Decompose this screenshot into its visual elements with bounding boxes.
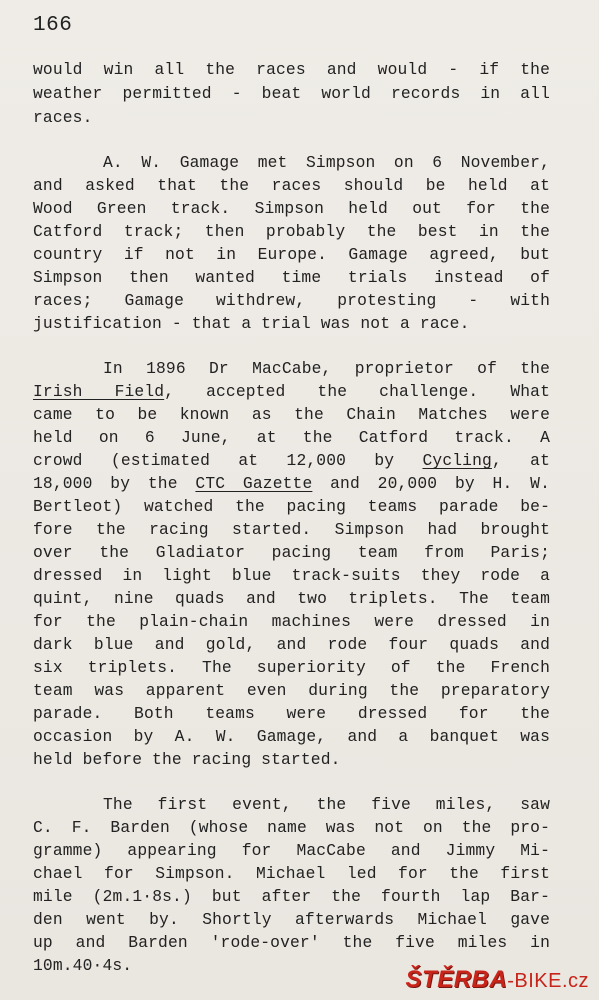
text-line: up and Barden 'rode-over' the five miles in [33, 933, 550, 952]
text-line: In 1896 Dr MacCabe, proprietor of the [103, 359, 550, 378]
text-line: mile (2m.1·8s.) but after the fourth lap Bar- [33, 887, 550, 906]
text-line: six triplets. The superiority of the French [33, 658, 550, 677]
page-number: 166 [33, 14, 73, 37]
text-line: justification - that a trial was not a race. [33, 314, 470, 333]
watermark-logo [406, 966, 589, 994]
text-line: team was apparent even during the preparatory [33, 681, 550, 700]
text-line: quint, nine quads and two triplets. The team [33, 589, 550, 608]
text-line: crowd (estimated at 12,000 by Cycling, at [33, 451, 550, 470]
publication-title: Cycling [422, 451, 492, 470]
text-line: races. [33, 108, 93, 127]
text-line: 18,000 by the CTC Gazette and 20,000 by H. W. [33, 474, 550, 493]
text-line: weather permitted - beat world records in all [33, 84, 550, 103]
text-line: gramme) appearing for MacCabe and Jimmy Mi- [33, 841, 550, 860]
text-line: fore the racing started. Simpson had brought [33, 520, 550, 539]
text-line: Irish Field, accepted the challenge. What [33, 382, 550, 401]
text-line: held before the racing started. [33, 750, 341, 769]
text-line: Catford track; then probably the best in the [33, 222, 550, 241]
text-line: Bertleot) watched the pacing teams parade be- [33, 497, 550, 516]
text-line: for the plain-chain machines were dressed in [33, 612, 550, 631]
text-line: and asked that the races should be held at [33, 176, 550, 195]
text-line: dressed in light blue track-suits they rode a [33, 566, 550, 585]
text-line: chael for Simpson. Michael led for the first [33, 864, 550, 883]
text-line: would win all the races and would - if the [33, 60, 550, 79]
text-line: parade. Both teams were dressed for the [33, 704, 550, 723]
text-line: A. W. Gamage met Simpson on 6 November, [103, 153, 550, 172]
text-line: over the Gladiator pacing team from Paris; [33, 543, 550, 562]
text-line: 10m.40·4s. [33, 956, 133, 975]
text-line: held on 6 June, at the Catford track. A [33, 428, 550, 447]
text-line: dark blue and gold, and rode four quads and [33, 635, 550, 654]
watermark-suffix: -BIKE.cz [507, 970, 589, 992]
text-line: The first event, the five miles, saw [103, 795, 550, 814]
text-line: races; Gamage withdrew, protesting - with [33, 291, 550, 310]
publication-title: Irish Field [33, 382, 165, 401]
text-line: Simpson then wanted time trials instead of [33, 268, 550, 287]
text-line: occasion by A. W. Gamage, and a banquet was [33, 727, 550, 746]
watermark-brand: ŠTĚRBA [405, 966, 508, 993]
text-line: Wood Green track. Simpson held out for the [33, 199, 550, 218]
text-line: den went by. Shortly afterwards Michael gave [33, 910, 550, 929]
text-line: country if not in Europe. Gamage agreed, but [33, 245, 550, 264]
text-line: C. F. Barden (whose name was not on the pro- [33, 818, 550, 837]
text-line: came to be known as the Chain Matches were [33, 405, 550, 424]
publication-title: CTC Gazette [195, 474, 313, 493]
